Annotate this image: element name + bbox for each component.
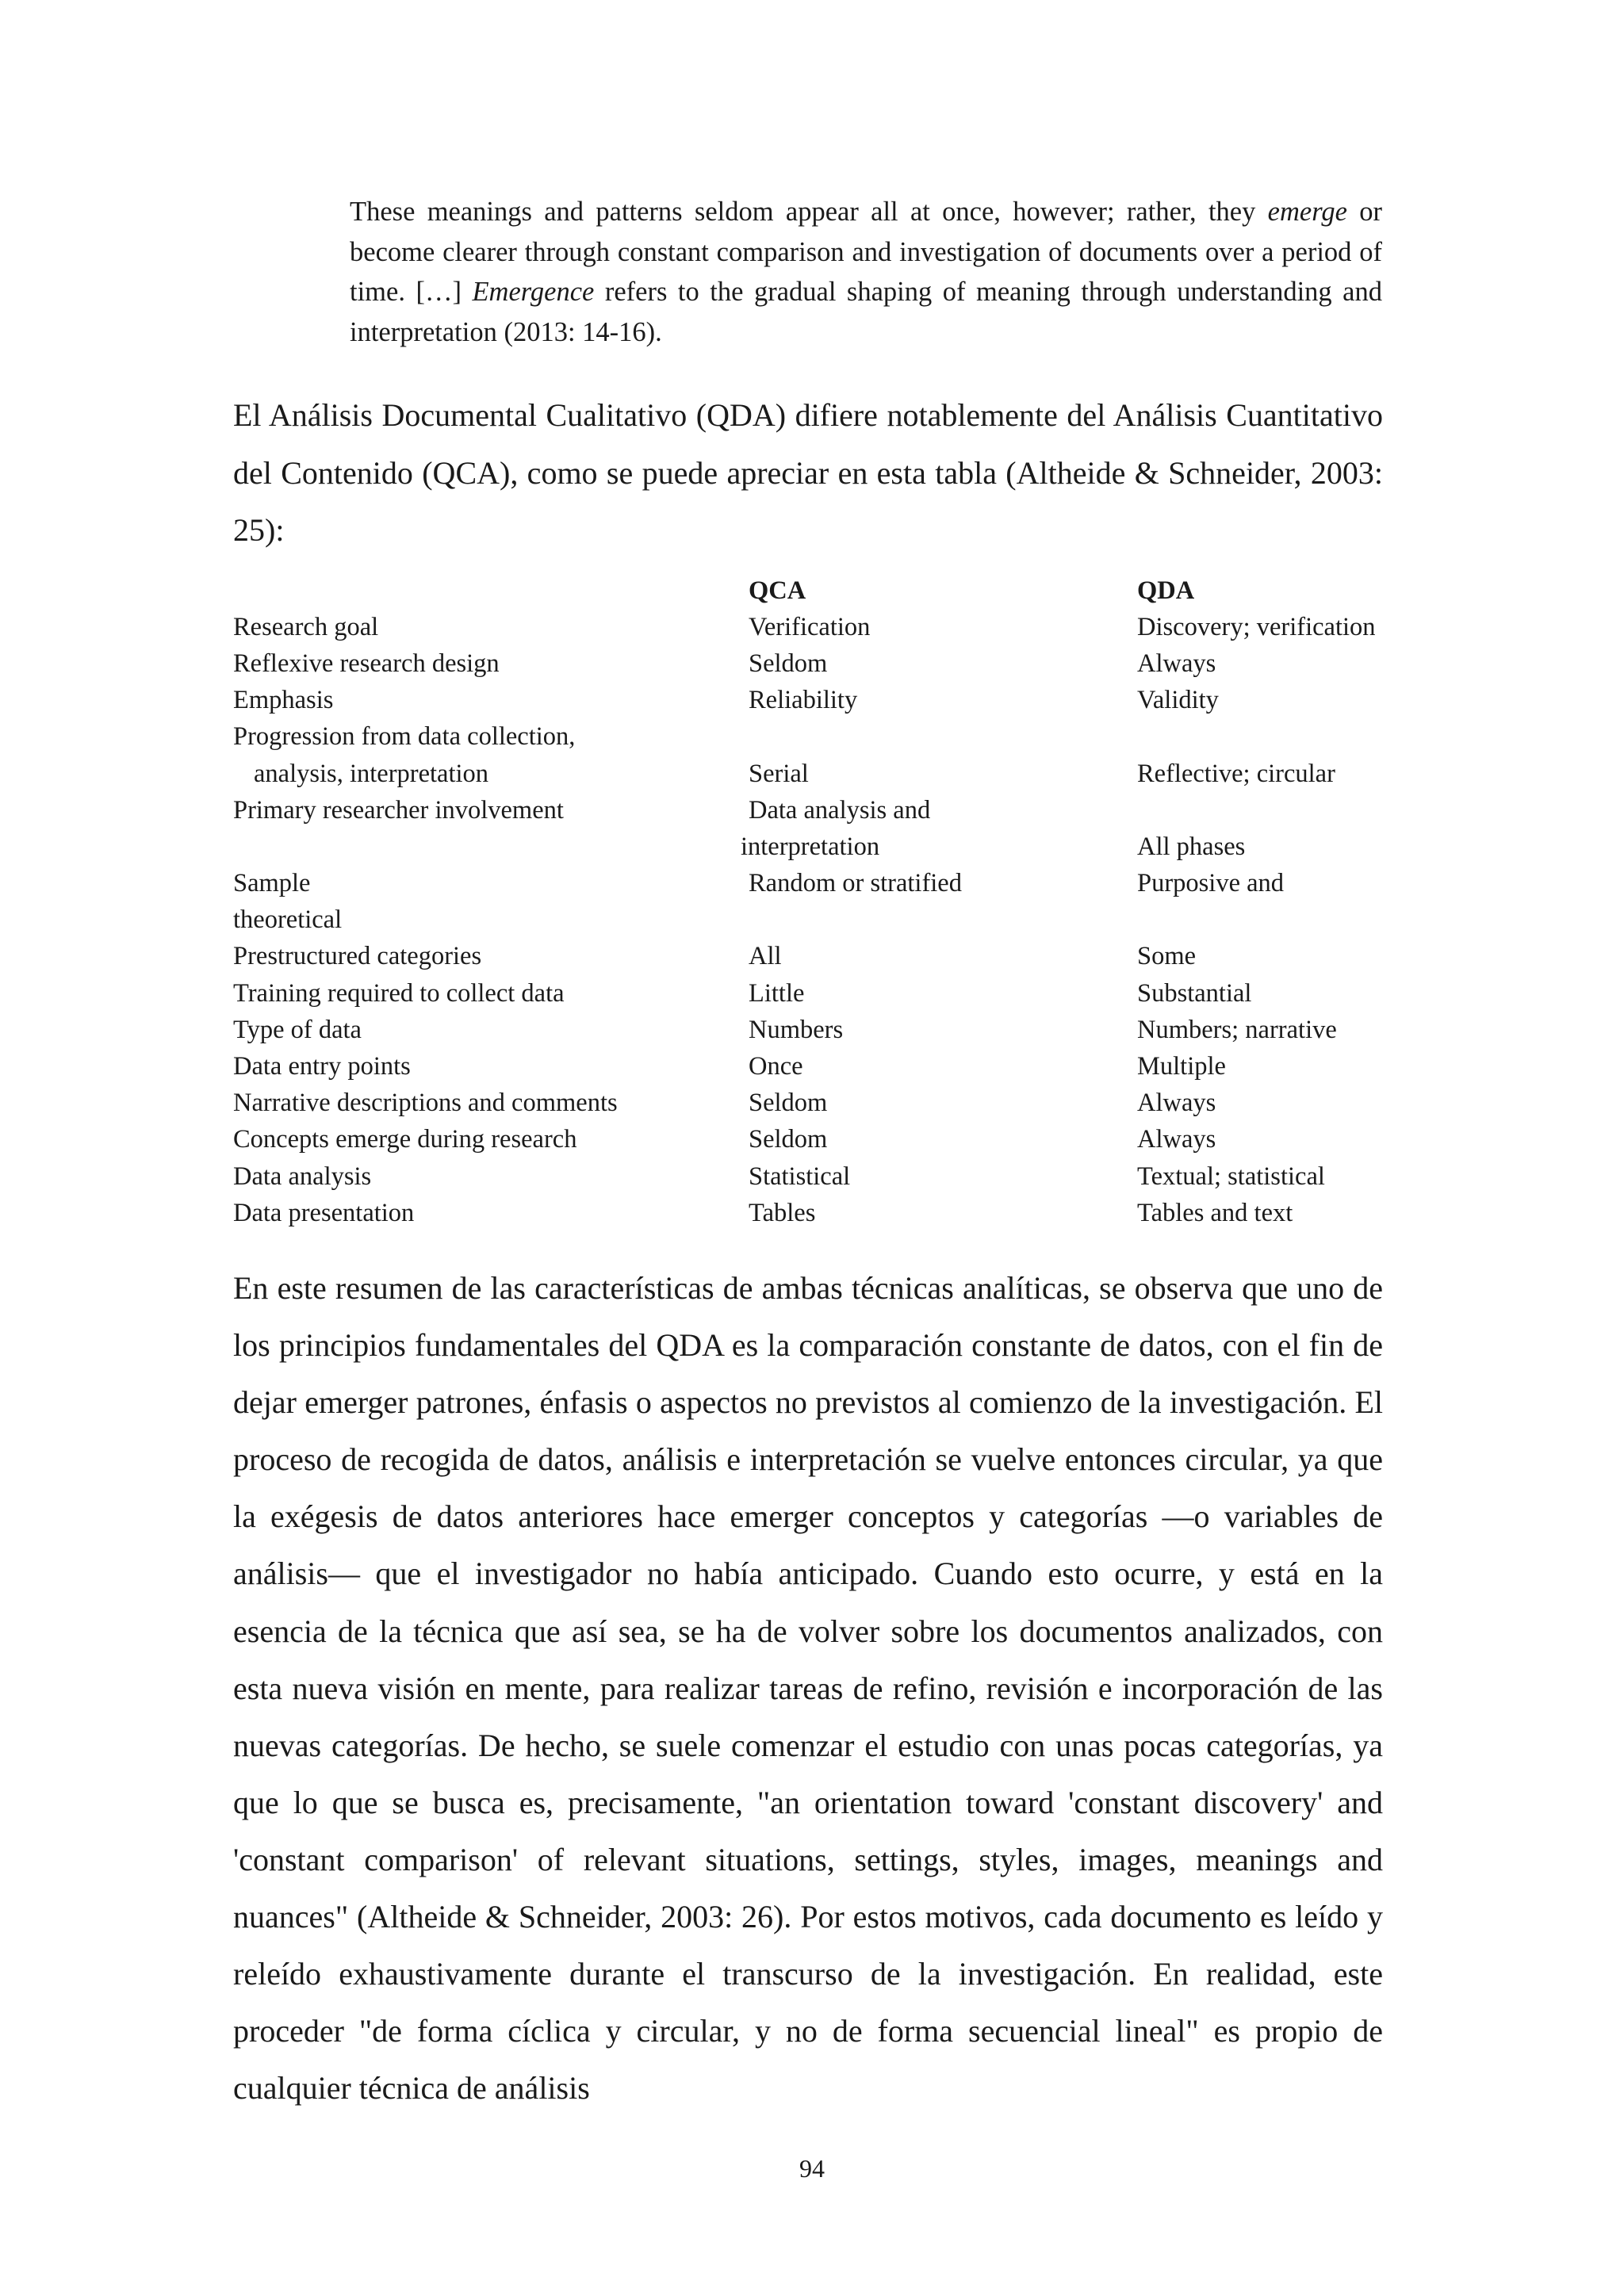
table-row [233,1012,1391,1048]
qda-cell: Tables and text [1137,1198,1293,1227]
qda-cell: Substantial [1137,978,1252,1008]
table-row [233,756,1391,792]
table-row [233,1085,1391,1122]
feature-cell: Data presentation [233,1198,415,1227]
qda-cell: Discovery; verification [1137,612,1376,641]
qda-cell: Reflective; circular [1137,759,1335,788]
quote-text-2: or become clearer through constant comparison and investigation of documents over a period of time. […] [350,197,1382,307]
qca-cell: interpretation [741,832,880,861]
feature-cell: analysis, interpretation [254,759,489,788]
qca-cell: Serial [749,759,809,788]
qda-cell: Some [1137,942,1197,971]
qda-cell: Purposive and [1137,869,1285,898]
feature-cell [233,828,741,865]
table-row [233,719,1391,756]
table-row [233,1122,1391,1158]
feature-cell: Training required to collect data [233,978,565,1008]
qca-cell: Tables [749,1198,816,1227]
feature-cell: Progression from data collection, [233,722,576,752]
quote-paragraph [350,192,1382,352]
feature-cell: Prestructured categories [233,942,482,971]
feature-cell: theoretical [233,905,343,935]
table-row [233,1195,1391,1231]
feature-cell: Type of data [233,1015,362,1044]
qca-cell: Reliability [749,686,858,715]
feature-cell: Concepts emerge during research [233,1125,577,1154]
qca-cell: Statistical [749,1161,851,1191]
table-row [233,1158,1391,1195]
header-qda: QDA [1137,576,1195,605]
qca-cell: Data analysis and [749,795,931,825]
page-number: 94 [799,2154,825,2183]
quote-text-1: These meanings and patterns seldom appear all at once, however; rather, they [350,197,1256,227]
block-quote [350,192,1382,352]
qca-cell: Seldom [749,1125,828,1154]
feature-cell: Emphasis [233,686,334,715]
qca-cell: Seldom [749,1089,828,1118]
qda-cell: Validity [1137,686,1219,715]
qca-qda-comparison-table [233,572,1391,1231]
qda-cell: Always [1137,1125,1216,1154]
qda-cell: All phases [1137,832,1246,861]
qca-cell [741,902,1137,939]
quote-emphasis-emergence: Emergence [472,277,595,307]
feature-cell: Primary researcher involvement [233,795,564,825]
table-row [233,1048,1391,1085]
table-row [233,939,1391,975]
table-row [233,828,1391,865]
qca-cell: Numbers [749,1015,844,1044]
qda-cell: Textual; statistical [1137,1161,1325,1191]
quote-emphasis-emerge: emerge [1267,197,1347,227]
feature-cell: Data analysis [233,1161,372,1191]
table-body [233,609,1391,1231]
quote-text-3: refers to the gradual shaping of meaning through understanding and interpretation (2013: 14-16). [350,277,1382,347]
qca-cell: Once [749,1052,803,1081]
feature-cell: Data entry points [233,1052,411,1081]
table-row [233,866,1391,902]
qca-cell: Random or stratified [749,869,962,898]
header-qca: QCA [749,576,806,605]
qda-cell [1137,902,1391,939]
table-row [233,683,1391,719]
qda-cell: Multiple [1137,1052,1226,1081]
body-paragraph: En este resumen de las características de ambas técnicas analíticas, se observa que uno de los principios fundamentales del QDA es la comparación constante de datos, con el fin de dejar emerger patrones, énfasis o aspectos no previstos al comienzo de la investigación. El proceso de recogida de datos, análisis e interpretación se vuelve entonces circular, ya que la exégesis de datos anteriores hace emerger conceptos y categorías —o variables de análisis— que el investigador no había anticipado. Cuando esto ocurre, y está en la esencia de la técnica que así sea, se ha de volver sobre los documentos analizados, con esta nueva visión en mente, para realizar tareas de refino, revisión e incorporación de las nuevas categorías. De hecho, se suele comenzar el estudio con unas pocas categorías, ya que lo que se busca es, precisamente, "an orientation toward 'constant discovery' and 'constant comparison' of relevant situations, settings, styles, images, meanings and nuances" (Altheide & Schneider, 2003: 26). Por estos motivos, cada documento es leído y releído exhaustivamente durante el transcurso de la investigación. En realidad, este proceder "de forma cíclica y circular, y no de forma secuencial lineal" es propio de cualquier técnica de análisis [233,1270,1383,2107]
qca-cell: All [749,942,782,971]
table-header-row [233,572,1391,609]
qda-cell: Always [1137,649,1216,678]
qda-cell [1137,719,1391,756]
table-row [233,609,1391,645]
qca-cell: Seldom [749,649,828,678]
qca-cell [741,719,1137,756]
body-text-block [233,1260,1383,2117]
header-feature [233,572,741,609]
qda-cell: Always [1137,1089,1216,1118]
table-row [233,792,1391,828]
qca-cell: Little [749,978,805,1008]
intro-paragraph: El Análisis Documental Cualitativo (QDA) difiere notablemente del Análisis Cuantitativo del Contenido (QCA), como se puede apreciar en esta tabla (Altheide & Schneider, 2003: 25): [233,397,1383,548]
feature-cell: Reflexive research design [233,649,500,678]
feature-cell: Research goal [233,612,379,641]
feature-cell: Sample [233,869,311,898]
table-row [233,975,1391,1012]
qda-cell [1137,792,1391,828]
feature-cell: Narrative descriptions and comments [233,1089,618,1118]
qca-cell: Verification [749,612,871,641]
intro-paragraph-block [233,387,1383,560]
table-row [233,645,1391,682]
table-row [233,902,1391,939]
qda-cell: Numbers; narrative [1137,1015,1337,1044]
